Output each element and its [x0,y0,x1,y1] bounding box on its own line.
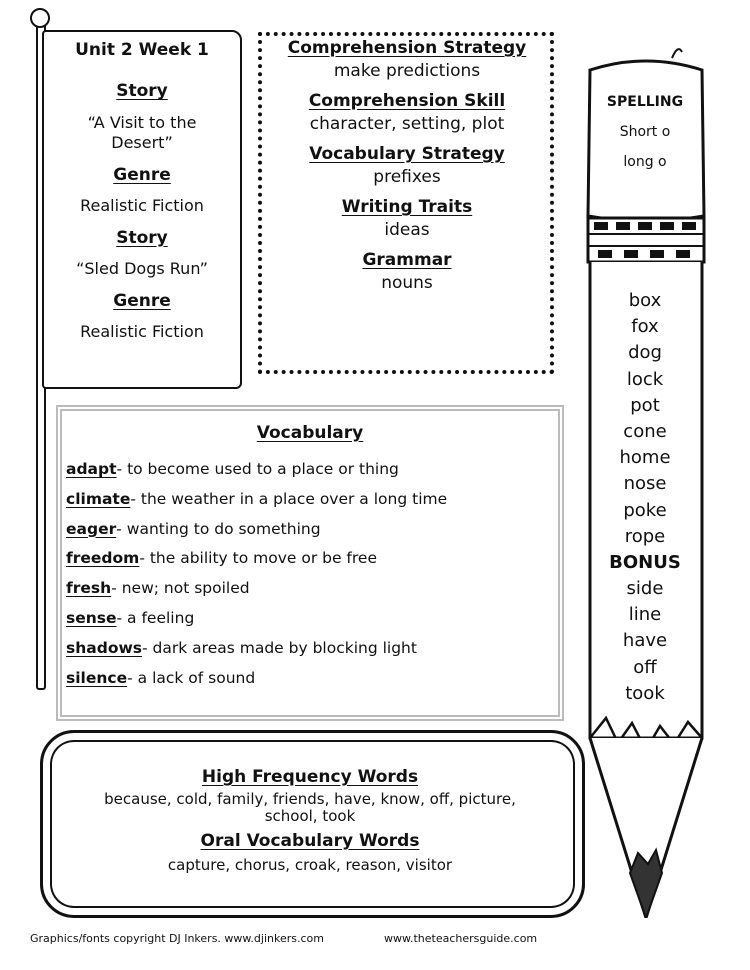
spelling-word: pot [630,394,660,416]
strategy-list [262,38,552,303]
spelling-pattern-2: long o [623,154,667,170]
vocabulary-item [66,634,556,664]
vocab-separator: - [116,460,128,478]
strategy-value: prefixes [373,167,441,187]
strategy-value: character, setting, plot [309,114,505,134]
spelling-header [592,94,698,170]
vocabulary-item [66,664,556,694]
bonus-word: have [622,630,668,652]
story-1-title: “A Visit to the Desert” [87,112,197,152]
vocab-definition: a lack of sound [137,668,256,687]
strategy-title: Comprehension Skill [308,91,506,111]
strategy-item [262,250,552,293]
spelling-word: nose [623,473,667,495]
flag-pole-knob [30,8,50,28]
vocab-definition: the weather in a place over a long time [140,489,448,508]
vocab-definition: wanting to do something [126,519,321,538]
spelling-pattern-1: Short o [619,124,671,140]
vocabulary-item [66,544,556,574]
vocab-word: shadows [66,638,143,657]
vocab-definition: a feeling [127,608,195,627]
strategy-value: make predictions [333,61,481,81]
spelling-word-list [592,288,698,707]
high-frequency-words: because, cold, family, friends, have, know, off, picture, school, took [104,790,516,825]
strategy-item [262,144,552,187]
story-2-title: “Sled Dogs Run” [76,259,208,278]
unit-week-title: Unit 2 Week 1 [75,40,209,60]
vocab-definition: dark areas made by blocking light [152,638,417,657]
strategy-item [262,91,552,134]
vocab-separator: - [111,579,122,598]
spelling-word: rope [624,525,666,547]
strategy-item [262,197,552,240]
vocab-definition: the ability to move or be free [149,549,377,568]
bonus-word: off [633,656,657,678]
vocab-separator: - [116,608,128,627]
spelling-word: home [619,447,671,469]
story-2-label: Story [116,227,168,248]
vocab-word: sense [66,608,117,627]
vocab-word: eager [66,519,117,538]
vocabulary-list [66,455,556,693]
vocab-separator: - [130,489,141,508]
vocabulary-item [66,455,556,485]
vocab-separator: - [139,549,150,568]
vocab-word: adapt [66,460,117,478]
footer-website: www.theteachersguide.com [384,932,538,945]
spelling-word: cone [623,420,667,442]
strategy-value: ideas [384,220,430,240]
strategy-title: Grammar [362,250,452,270]
spelling-word: poke [623,499,667,521]
spelling-word: dog [628,342,662,364]
bonus-word: line [628,604,662,626]
genre-1-value: Realistic Fiction [80,195,204,215]
vocab-separator: - [127,668,138,687]
footer-copyright: Graphics/fonts copyright DJ Inkers. www.djinkers.com [30,932,324,945]
strategy-value: nouns [381,273,433,293]
bonus-word: side [626,578,664,600]
high-frequency-title: High Frequency Words [201,767,419,787]
strategy-title: Writing Traits [341,197,473,217]
vocabulary-item [66,604,556,634]
vocab-word: climate [66,489,131,508]
oral-vocabulary-title: Oral Vocabulary Words [200,831,420,851]
strategy-title: Vocabulary Strategy [309,144,505,164]
story-1-label: Story [116,81,168,102]
strategy-item [262,38,552,81]
vocab-separator: - [116,519,127,538]
genre-1-label: Genre [113,164,171,185]
spelling-word: lock [626,368,664,390]
spelling-title: SPELLING [606,94,684,110]
vocabulary-item [66,485,556,515]
strategy-title: Comprehension Strategy [287,38,527,58]
vocab-word: fresh [66,579,112,598]
vocab-word: silence [66,668,128,687]
spelling-word: box [628,290,662,311]
genre-2-value: Realistic Fiction [80,322,204,342]
story-info-panel [44,34,240,354]
vocab-definition: to become used to a place or thing [127,460,399,478]
bonus-label: BONUS [609,551,681,573]
vocabulary-item [66,515,556,545]
vocab-definition: new; not spoiled [121,579,250,598]
vocabulary-item [66,574,556,604]
word-cloud-content [80,767,540,874]
bonus-word: took [625,682,665,704]
vocab-separator: - [142,638,153,657]
genre-2-label: Genre [113,291,171,311]
oral-vocabulary-words: capture, chorus, croak, reason, visitor [167,856,453,874]
vocab-word: freedom [66,549,140,568]
vocabulary-title: Vocabulary [256,423,364,443]
spelling-word: fox [631,316,659,338]
